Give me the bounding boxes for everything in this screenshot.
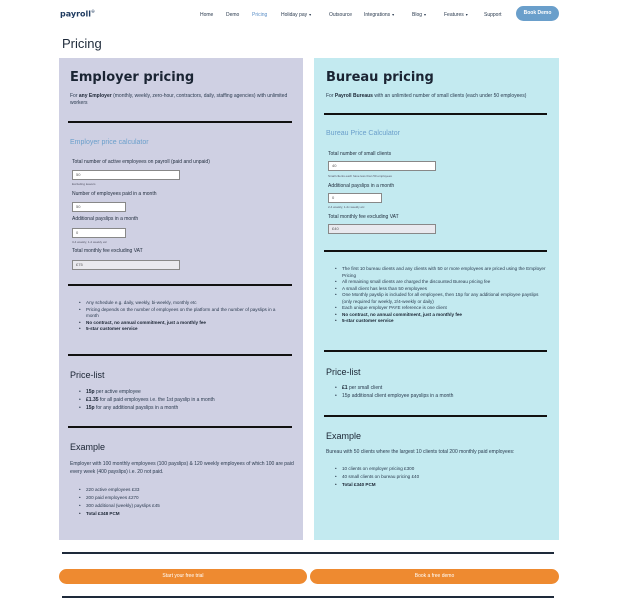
list-item: • One Monthly payslip is included for all employees, then 15p for any additional employee payslips (only required for weekly, 2/4-weekly or daily) — [334, 292, 546, 305]
divider — [68, 121, 292, 123]
list-item: • Pricing depends on the number of employees on the platform and the number of payslips in a month — [78, 307, 288, 320]
book-demo-button[interactable]: Book Demo — [516, 6, 559, 21]
list-item: • 200 paid employees £270 — [78, 494, 288, 502]
bureau-example-text: Bureau with 50 clients where the largest 10 clients total 200 monthly paid employees: — [326, 449, 515, 455]
price-rest: per active employee — [94, 389, 141, 395]
intro-bold: any Employer — [78, 93, 112, 99]
divider — [62, 552, 554, 554]
list-item: • No contract, no annual commitment, just a monthly fee — [78, 320, 288, 327]
nav-label: Outsource — [329, 12, 353, 18]
page-title: Pricing — [62, 36, 102, 51]
list-item: • Any schedule e.g. daily, weekly, bi-weekly, monthly etc — [78, 300, 288, 307]
start-free-trial-button[interactable]: Start your free trial — [59, 569, 307, 584]
divider — [324, 415, 547, 417]
bureau-features-list — [334, 266, 546, 325]
chevron-down-icon: ▾ — [424, 12, 427, 17]
bureau-example-title: Example — [326, 431, 362, 441]
nav-support[interactable] — [484, 12, 502, 18]
list-item — [78, 396, 293, 404]
employer-calc-title: Employer price calculator — [70, 139, 149, 146]
additional-payslips-input[interactable]: 0 — [72, 228, 126, 238]
nav-label: Home — [200, 12, 214, 18]
bureau-monthly-fee-label: Total monthly fee excluding VAT — [328, 214, 399, 220]
nav-label: Support — [484, 12, 502, 18]
nav-blog[interactable] — [412, 12, 426, 18]
price-bold: 15p — [86, 389, 95, 395]
divider — [324, 113, 547, 115]
bureau-example-list — [334, 465, 546, 489]
divider — [324, 350, 547, 352]
bureau-price-list — [334, 384, 549, 400]
price-rest: for any additional payslips in a month — [94, 405, 179, 411]
nav-label: Integrations — [364, 12, 391, 18]
nav-home[interactable] — [200, 12, 213, 18]
nav-label: Features — [444, 12, 464, 18]
bureau-monthly-fee-output: £40 — [328, 224, 436, 234]
monthly-fee-output: £75 — [72, 260, 180, 270]
divider — [324, 250, 547, 252]
list-item: • No contract, no annual commitment, just a monthly fee — [334, 312, 546, 319]
intro-prefix: For — [70, 93, 79, 99]
list-item: • A small client has less than 50 employees — [334, 286, 546, 293]
bureau-additional-payslips-input[interactable]: 0 — [328, 193, 382, 203]
list-item: • 300 additional (weekly) payslips £45 — [78, 502, 288, 510]
logo-mark: ® — [91, 9, 96, 14]
list-item: • The first 10 bureau clients and any clients with 50 or more employees are priced using the Employer Pricing — [334, 266, 546, 279]
monthly-fee-label: Total monthly fee excluding VAT — [72, 248, 143, 254]
nav-pricing[interactable] — [252, 12, 267, 18]
active-employees-hint: Excluding leavers — [72, 182, 96, 186]
logo[interactable] — [60, 9, 95, 19]
nav-outsource[interactable] — [329, 12, 352, 18]
small-clients-input[interactable]: 40 — [328, 161, 436, 171]
price-rest: per small client — [347, 385, 383, 391]
bureau-additional-payslips-hint: 2-4 weekly, 1-2x weekly etc — [328, 205, 365, 209]
price-rest: for all paid employees i.e. the 1st payslip in a month — [98, 397, 215, 403]
price-bold: 15p — [86, 405, 95, 411]
price-rest: 15p additional client employee payslips in a month — [342, 393, 454, 399]
nav-holiday-pay[interactable] — [281, 12, 311, 18]
employer-heading: Employer pricing — [70, 70, 195, 85]
chevron-down-icon: ▾ — [465, 12, 468, 17]
bureau-additional-payslips-label: Additional payslips in a month — [328, 183, 395, 189]
employer-example-text: Employer with 100 monthly employees (100 payslips) & 120 weekly employees of which 100 are paid every week (400 payslips) i.e. 20 not paid. — [70, 461, 294, 475]
list-item: • 40 small clients on bureau pricing £40 — [334, 473, 546, 481]
list-item: • All remaining small clients are charged the discounted Bureau pricing fee — [334, 279, 546, 286]
divider — [62, 596, 554, 598]
employer-price-list-title: Price-list — [70, 370, 105, 380]
paid-employees-label: Number of employees paid in a month — [72, 191, 157, 197]
logo-text: payroll — [60, 9, 92, 19]
list-item: • 5-star customer service — [78, 326, 288, 333]
list-item: • Each unique employer PAYE reference is one client — [334, 305, 546, 312]
employer-intro — [70, 93, 298, 107]
price-bold: £1.35 — [86, 397, 99, 403]
book-free-demo-button[interactable]: Book a free demo — [310, 569, 559, 584]
additional-payslips-label: Additional payslips in a month — [72, 216, 139, 222]
active-employees-label: Total number of active employees on payroll (paid and unpaid) — [72, 159, 210, 165]
chevron-down-icon: ▾ — [309, 12, 312, 17]
list-item — [334, 392, 549, 400]
active-employees-input[interactable]: 50 — [72, 170, 180, 180]
list-item: • Total £348 PCM — [78, 510, 288, 518]
employer-price-list — [78, 388, 293, 412]
nav-features[interactable] — [444, 12, 468, 18]
nav-label: Pricing — [252, 12, 268, 18]
list-item: • Total £340 PCM — [334, 481, 546, 489]
intro-prefix: For — [326, 93, 335, 99]
list-item: • 5-star customer service — [334, 318, 546, 325]
small-clients-hint: Small clients each have less than 50 employees — [328, 174, 392, 178]
bureau-pricing-panel — [314, 58, 559, 540]
bureau-intro — [326, 93, 554, 100]
nav-label: Holiday pay — [281, 12, 308, 18]
divider — [68, 426, 292, 428]
divider — [68, 284, 292, 286]
employer-example-list — [78, 486, 288, 518]
paid-employees-input[interactable]: 50 — [72, 202, 126, 212]
list-item: • 10 clients on employer pricing £300 — [334, 465, 546, 473]
top-nav — [0, 0, 618, 30]
list-item — [334, 384, 549, 392]
nav-label: Blog — [412, 12, 423, 18]
additional-payslips-hint: 3-4 weekly, 1-2 weekly etc — [72, 240, 107, 244]
chevron-down-icon: ▾ — [392, 12, 395, 17]
intro-rest: (monthly, weekly, zero-hour, contractors, daily, staffing agencies) with unlimited workers — [70, 93, 288, 106]
bureau-heading: Bureau pricing — [326, 70, 434, 85]
nav-label: Demo — [226, 12, 240, 18]
divider — [68, 354, 292, 356]
bureau-calc-title: Bureau Price Calculator — [326, 130, 400, 137]
employer-features-list — [78, 300, 288, 333]
list-item: • 220 active employees £33 — [78, 486, 288, 494]
price-bold: £1 — [342, 385, 348, 391]
intro-rest: with an unlimited number of small clients (each under 50 employees) — [372, 93, 527, 99]
list-item — [78, 404, 293, 412]
employer-example-title: Example — [70, 442, 106, 452]
employer-pricing-panel — [59, 58, 303, 540]
bureau-price-list-title: Price-list — [326, 367, 361, 377]
list-item — [78, 388, 293, 396]
nav-integrations[interactable] — [364, 12, 394, 18]
small-clients-label: Total number of small clients — [328, 151, 392, 157]
intro-bold: Payroll Bureaus — [334, 93, 373, 99]
nav-demo[interactable] — [226, 12, 239, 18]
